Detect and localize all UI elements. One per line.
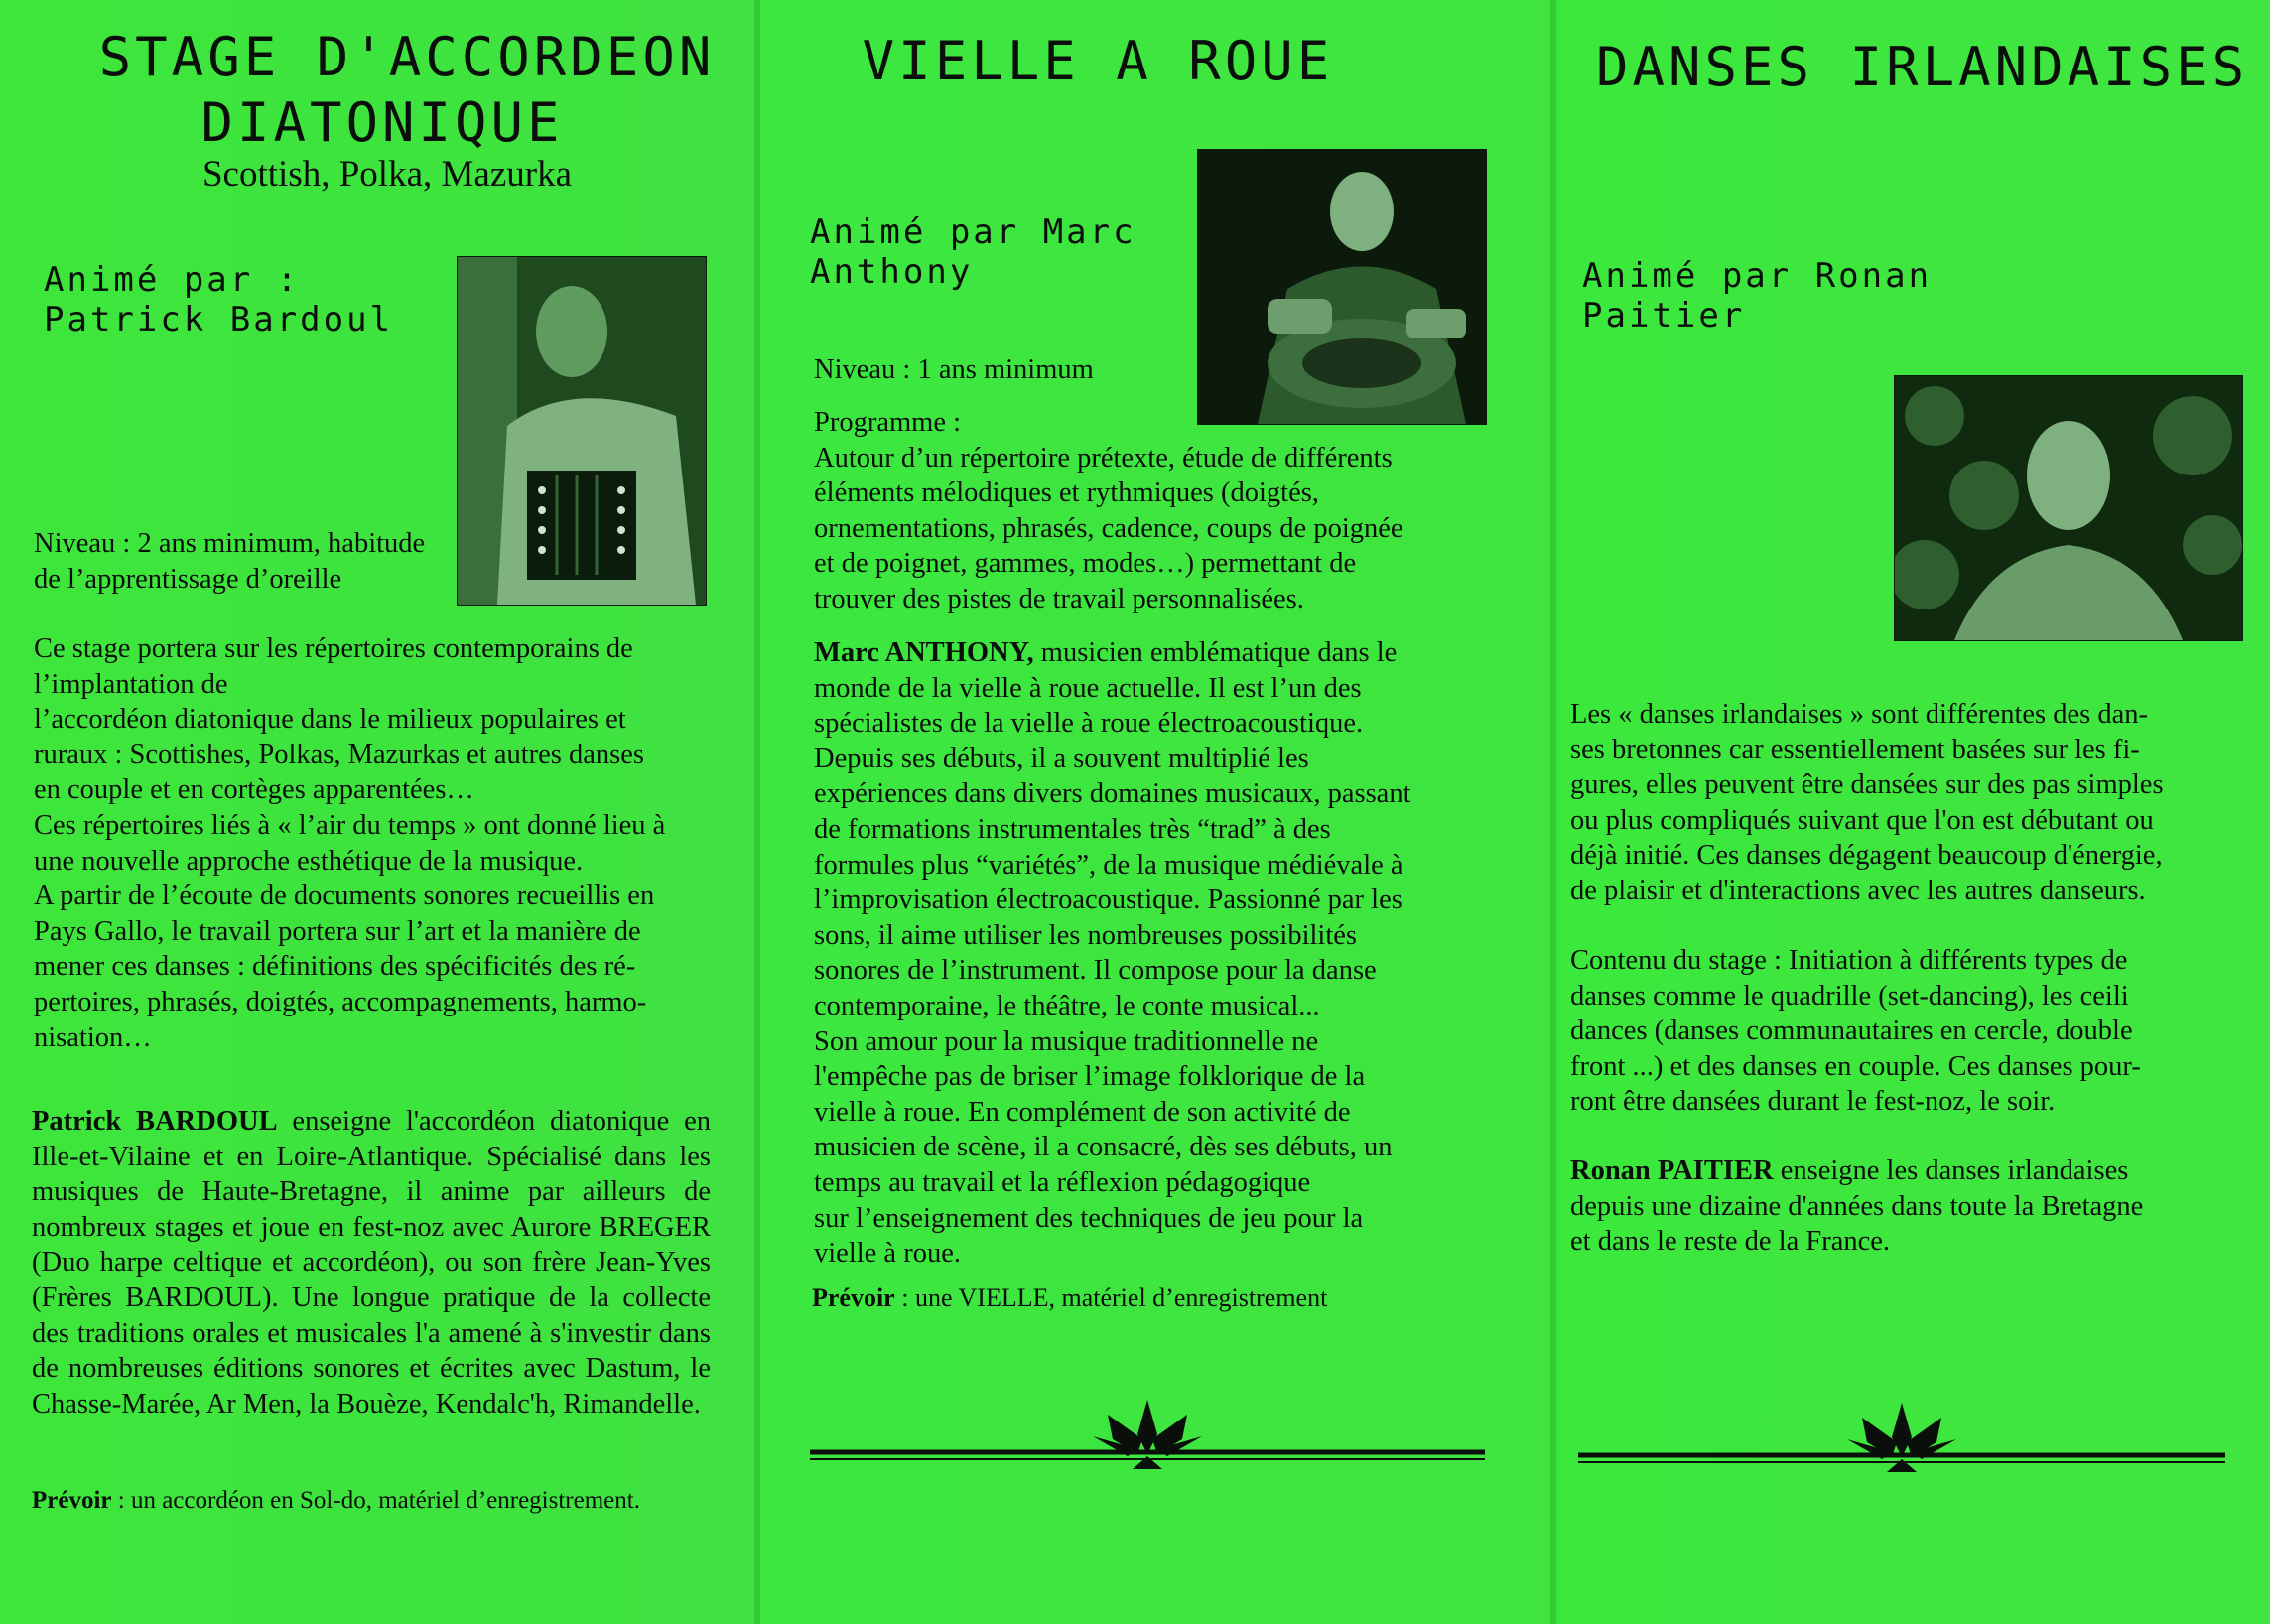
animateur: Animé par Marc Anthony <box>810 212 1136 292</box>
description-line: en couple et en cortèges apparentées… <box>34 774 474 806</box>
prevoir-label: Prévoir <box>812 1284 895 1312</box>
bio-line: musicien de scène, il a consacré, dès ses débuts, un <box>814 1132 1393 1163</box>
bio <box>1570 1153 2255 1260</box>
hurdy-gurdy-player-photo-icon <box>1198 150 1486 424</box>
programme-line: ornementations, phrasés, cadence, coups de poignée <box>814 512 1403 544</box>
column-accordeon <box>0 0 754 1624</box>
contenu-line: Contenu du stage : Initiation à différents types de <box>1570 945 2128 976</box>
lotus-divider-ornament <box>810 1395 1485 1474</box>
description-line: ruraux : Scottishes, Polkas, Mazurkas et autres danses <box>34 739 644 770</box>
subtitle: Scottish, Polka, Mazurka <box>201 154 572 195</box>
description-line: pertoires, phrasés, doigtés, accompagnements, harmo- <box>34 986 647 1017</box>
title: DANSES IRLANDAISES <box>1596 36 2249 98</box>
bio-line: depuis une dizaine d'années dans toute la Bretagne <box>1570 1190 2144 1222</box>
bio-line: spécialistes de la vielle à roue électroacoustique. <box>814 708 1364 740</box>
bio-name: Patrick BARDOUL <box>32 1106 278 1137</box>
column-vielle <box>760 0 1550 1624</box>
title-line-1: STAGE D'ACCORDEON <box>98 26 716 88</box>
description-line: une nouvelle approche esthétique de la musique. <box>34 845 584 877</box>
bio-line: et dans le reste de la France. <box>1570 1226 1891 1258</box>
bio-name: Marc ANTHONY, <box>814 637 1034 668</box>
accordion-player-photo <box>457 256 707 606</box>
contenu-line: front ...) et des danses en couple. Ces danses pour- <box>1570 1050 2141 1082</box>
programme-line: éléments mélodiques et rythmiques (doigtés, <box>814 477 1319 509</box>
contenu-line: danses comme le quadrille (set-dancing), les ceili <box>1570 980 2129 1012</box>
bio-line: vielle à roue. <box>814 1238 961 1270</box>
description-line: nisation… <box>34 1021 152 1053</box>
ronan-portrait-photo-icon <box>1895 376 2242 640</box>
animateur: Animé par Ronan Paitier <box>1582 256 1933 336</box>
title: VIELLE A ROUE <box>862 30 1334 92</box>
programme <box>814 405 1509 617</box>
description-line: gures, elles peuvent être dansées sur des pas simples <box>1570 769 2164 801</box>
description-line: Ces répertoires liés à « l’air du temps » ont donné lieu à <box>34 809 666 841</box>
prevoir-text: : une VIELLE, matériel d’enregistrement <box>894 1284 1328 1312</box>
bio-line: expériences dans divers domaines musicaux, passant <box>814 778 1411 810</box>
bio-line <box>814 635 1529 671</box>
bio-line: Depuis ses débuts, il a souvent multiplié les <box>814 743 1309 774</box>
niveau <box>34 526 470 597</box>
lotus-divider-ornament <box>1578 1398 2225 1477</box>
programme-line: et de poignet, gammes, modes…) permettant de <box>814 548 1357 580</box>
programme-line: Autour d’un répertoire prétexte, étude de différents <box>814 442 1393 474</box>
bio-line: formules plus “variétés”, de la musique médiévale à <box>814 849 1403 880</box>
description-line: Pays Gallo, le travail portera sur l’art et la manière de <box>34 915 641 947</box>
bio-line: sur l’enseignement des techniques de jeu pour la <box>814 1202 1364 1234</box>
bio-line: l’improvisation électroacoustique. Passionné par les <box>814 884 1402 916</box>
contenu-line: ront être dansées durant le fest-noz, le soir. <box>1570 1086 2056 1118</box>
description-line: A partir de l’écoute de documents sonores recueillis en <box>34 880 655 912</box>
prevoir <box>812 1281 1527 1316</box>
description-line: Ce stage portera sur les répertoires contemporains de <box>34 633 633 664</box>
bio-text: enseigne l'accordéon diatonique en Ille-et-Vilaine et en Loire-Atlantique. Spécialisé dans les musiques de Haute-Bretagne, il anime par ailleurs de nombreux stages et joue en fest-noz avec Aurore BREGER (Duo harpe celtique et accordéon), ou son frère Jean-Yves (Frères BARDOUL). Une longue pratique de la collecte des traditions orales et musicales l'a amené à s'investir dans de nombreuses éditions sonores et écrites avec Dastum, le Chasse-Marée, Ar Men, la Bouèze, Kendalc'h, Rimandelle. <box>32 1106 711 1420</box>
description-line: déjà initié. Ces danses dégagent beaucoup d'énergie, <box>1570 840 2163 872</box>
bio-line: Son amour pour la musique traditionnelle ne <box>814 1025 1319 1057</box>
description-line: ses bretonnes car essentiellement basées sur les fi- <box>1570 734 2140 765</box>
prevoir-label: Prévoir <box>32 1487 112 1514</box>
contenu <box>1570 943 2255 1120</box>
bio-line: sonores de l’instrument. Il compose pour la danse <box>814 955 1377 987</box>
ronan-portrait-photo <box>1894 375 2243 641</box>
description-line: l’implantation de <box>34 668 228 700</box>
programme-line: trouver des pistes de travail personnalisées. <box>814 583 1304 614</box>
hurdy-gurdy-player-photo <box>1197 149 1487 425</box>
prevoir <box>32 1483 727 1519</box>
bio-line: l'empêche pas de briser l’image folklorique de la <box>814 1061 1366 1093</box>
niveau: Niveau : 1 ans minimum <box>814 354 1094 385</box>
bio <box>32 1104 711 1421</box>
description-line: Les « danses irlandaises » sont différentes des dan- <box>1570 699 2148 730</box>
animateur: Animé par : Patrick Bardoul <box>44 260 394 339</box>
bio-line: vielle à roue. En complément de son activité de <box>814 1096 1351 1128</box>
bio-line: contemporaine, le théâtre, le conte musical... <box>814 990 1320 1021</box>
programme-label: Programme : <box>814 407 962 438</box>
contenu-line: dances (danses communautaires en cercle, double <box>1570 1015 2133 1047</box>
niveau-line: de l’apprentissage d’oreille <box>34 563 342 595</box>
description <box>1570 697 2255 909</box>
prevoir-text: : un accordéon en Sol-do, matériel d’enregistrement. <box>111 1487 640 1514</box>
column-danses <box>1556 0 2270 1624</box>
bio-line: de formations instrumentales très “trad” à des <box>814 813 1331 845</box>
niveau-line: Niveau : 2 ans minimum, habitude <box>34 528 426 559</box>
description-line: ou plus compliqués suivant que l'on est débutant ou <box>1570 804 2154 836</box>
bio-line: sons, il aime utiliser les nombreuses possibilités <box>814 919 1357 951</box>
bio-line-text: enseigne les danses irlandaises <box>1773 1155 2129 1186</box>
bio-line-text: musicien emblématique dans le <box>1033 637 1398 668</box>
bio-line: temps au travail et la réflexion pédagogique <box>814 1166 1311 1198</box>
bio-line <box>1570 1153 2255 1189</box>
description-line: de plaisir et d'interactions avec les autres danseurs. <box>1570 875 2146 906</box>
bio <box>814 635 1529 1272</box>
bio-line: monde de la vielle à roue actuelle. Il est l’un des <box>814 672 1362 704</box>
title-line-2: DIATONIQUE <box>200 91 564 154</box>
bio-name: Ronan PAITIER <box>1570 1155 1774 1186</box>
description-line: l’accordéon diatonique dans le milieux populaires et <box>34 704 626 736</box>
description <box>34 631 719 1055</box>
accordion-player-photo-icon <box>458 257 706 605</box>
description-line: mener ces danses : définitions des spécificités des ré- <box>34 951 636 983</box>
